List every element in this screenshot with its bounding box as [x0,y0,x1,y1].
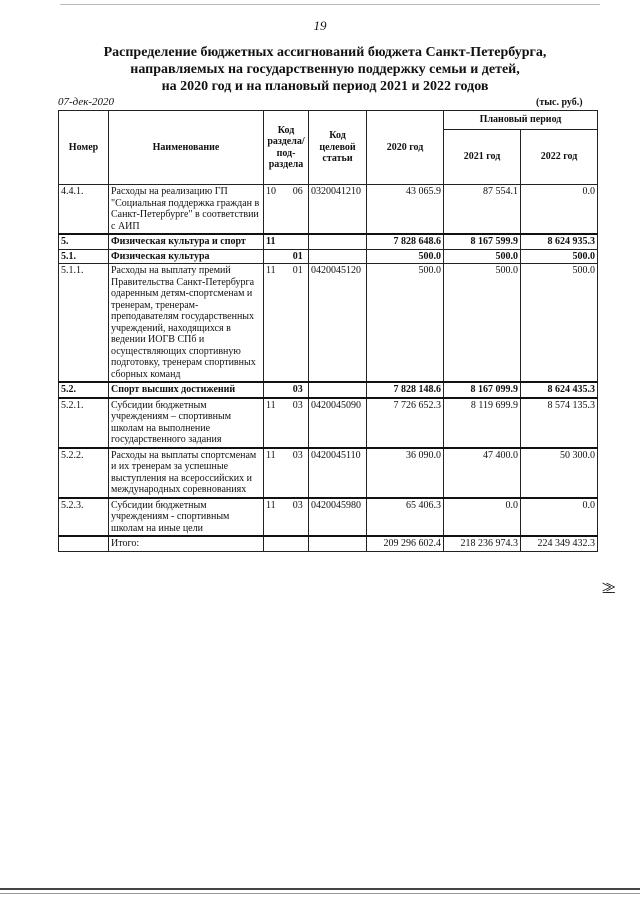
document-title [60,44,590,95]
row-name: Расходы на выплату премий Правительства Санкт-Петербурга одаренным детям-спортсменам и тренерам, тренерам-преподавателям государственных учреждений, находящихся в ведении ИОГВ СПб и осуществляющих спортивную подготовку, тренерам спортивных сборных команд [109,264,264,383]
row-value-2021: 0.0 [444,498,521,537]
row-value-2022: 500.0 [521,264,598,383]
row-section: 11 [264,264,288,383]
row-target-code: 0320041210 [309,185,367,235]
row-number: 5.2.3. [59,498,109,537]
row-subsection: 01 [288,249,309,264]
row-value-2021: 8 167 099.9 [444,382,521,398]
row-value-2022: 50 300.0 [521,448,598,498]
row-subsection: 03 [288,498,309,537]
budget-table [58,110,598,552]
row-value-2021: 500.0 [444,249,521,264]
bottom-rule [0,888,640,890]
header-name: Наименование [109,111,264,185]
row-value-2022: 0.0 [521,498,598,537]
row-value-2020: 7 828 148.6 [367,382,444,398]
row-subsection: 03 [288,382,309,398]
row-name: Расходы на выплаты спортсменам и их тренерам за успешные выступления на всероссийских и международных соревнованиях [109,448,264,498]
row-value-2020: 7 726 652.3 [367,398,444,448]
row-target-code: 0420045120 [309,264,367,383]
row-section: 11 [264,398,288,448]
table-row [59,185,598,235]
table-row [59,448,598,498]
row-subsection: 03 [288,448,309,498]
row-target-code [309,234,367,249]
row-section: 11 [264,498,288,537]
row-value-2022: 8 574 135.3 [521,398,598,448]
header-number: Номер [59,111,109,185]
row-name: Физическая культура [109,249,264,264]
row-section: 11 [264,234,288,249]
row-target-code: 0420045090 [309,398,367,448]
row-target-code [309,249,367,264]
row-section: 11 [264,448,288,498]
row-number: 5.1.1. [59,264,109,383]
row-section [264,382,288,398]
bottom-rule-thin [0,893,640,894]
total-subsection-cell [288,536,309,552]
total-target-cell [309,536,367,552]
row-number: 4.4.1. [59,185,109,235]
row-value-2020: 36 090.0 [367,448,444,498]
header-planned-period: Плановый период [444,111,598,130]
row-section [264,249,288,264]
row-value-2021: 87 554.1 [444,185,521,235]
row-subsection: 01 [288,264,309,383]
row-value-2021: 47 400.0 [444,448,521,498]
row-value-2021: 8 167 599.9 [444,234,521,249]
table-row [59,498,598,537]
top-rule [60,4,600,5]
page-number: 19 [313,18,327,33]
total-value-2022: 224 349 432.3 [521,536,598,552]
row-name: Субсидии бюджетным учреждениям - спортивным школам на иные цели [109,498,264,537]
row-value-2021: 8 119 699.9 [444,398,521,448]
row-number: 5.2. [59,382,109,398]
header-year-2020: 2020 год [367,111,444,185]
row-subsection [288,234,309,249]
table-row [59,382,598,398]
row-value-2022: 0.0 [521,185,598,235]
row-value-2022: 8 624 435.3 [521,382,598,398]
units-label: (тыс. руб.) [536,97,583,108]
table-row [59,398,598,448]
header-year-2021: 2021 год [444,130,521,185]
row-subsection: 06 [288,185,309,235]
table-row [59,234,598,249]
table-row [59,264,598,383]
total-value-2021: 218 236 974.3 [444,536,521,552]
row-section: 10 [264,185,288,235]
row-name: Субсидии бюджетным учреждениям – спортивным школам на выполнение государственного задания [109,398,264,448]
row-value-2021: 500.0 [444,264,521,383]
row-subsection: 03 [288,398,309,448]
table-row [59,249,598,264]
row-target-code: 0420045110 [309,448,367,498]
title-line: на 2020 год и на плановый период 2021 и 2022 годов [161,79,489,94]
row-value-2022: 500.0 [521,249,598,264]
continuation-arrow-icon: ≥≥ [602,577,610,597]
row-value-2022: 8 624 935.3 [521,234,598,249]
total-number-cell [59,536,109,552]
row-name: Расходы на реализацию ГП "Социальная поддержка граждан в Санкт-Петербурге" в соответствии с АИП [109,185,264,235]
row-target-code: 0420045980 [309,498,367,537]
row-target-code [309,382,367,398]
header-section-code: Код раздела/ под- раздела [264,111,309,185]
row-value-2020: 500.0 [367,249,444,264]
header-year-2022: 2022 год [521,130,598,185]
row-value-2020: 500.0 [367,264,444,383]
row-name: Спорт высших достижений [109,382,264,398]
total-section-cell [264,536,288,552]
row-number: 5.2.2. [59,448,109,498]
header-target-code: Код целевой статьи [309,111,367,185]
row-value-2020: 65 406.3 [367,498,444,537]
row-number: 5.2.1. [59,398,109,448]
row-value-2020: 43 065.9 [367,185,444,235]
row-value-2020: 7 828 648.6 [367,234,444,249]
total-label: Итого: [109,536,264,552]
total-row [59,536,598,552]
total-value-2020: 209 296 602.4 [367,536,444,552]
row-number: 5. [59,234,109,249]
title-line: Распределение бюджетных ассигнований бюджета Санкт-Петербурга, [103,45,547,60]
title-line: направляемых на государственную поддержку семьи и детей, [130,62,520,77]
row-number: 5.1. [59,249,109,264]
document-date: 07-дек-2020 [58,96,115,108]
row-name: Физическая культура и спорт [109,234,264,249]
